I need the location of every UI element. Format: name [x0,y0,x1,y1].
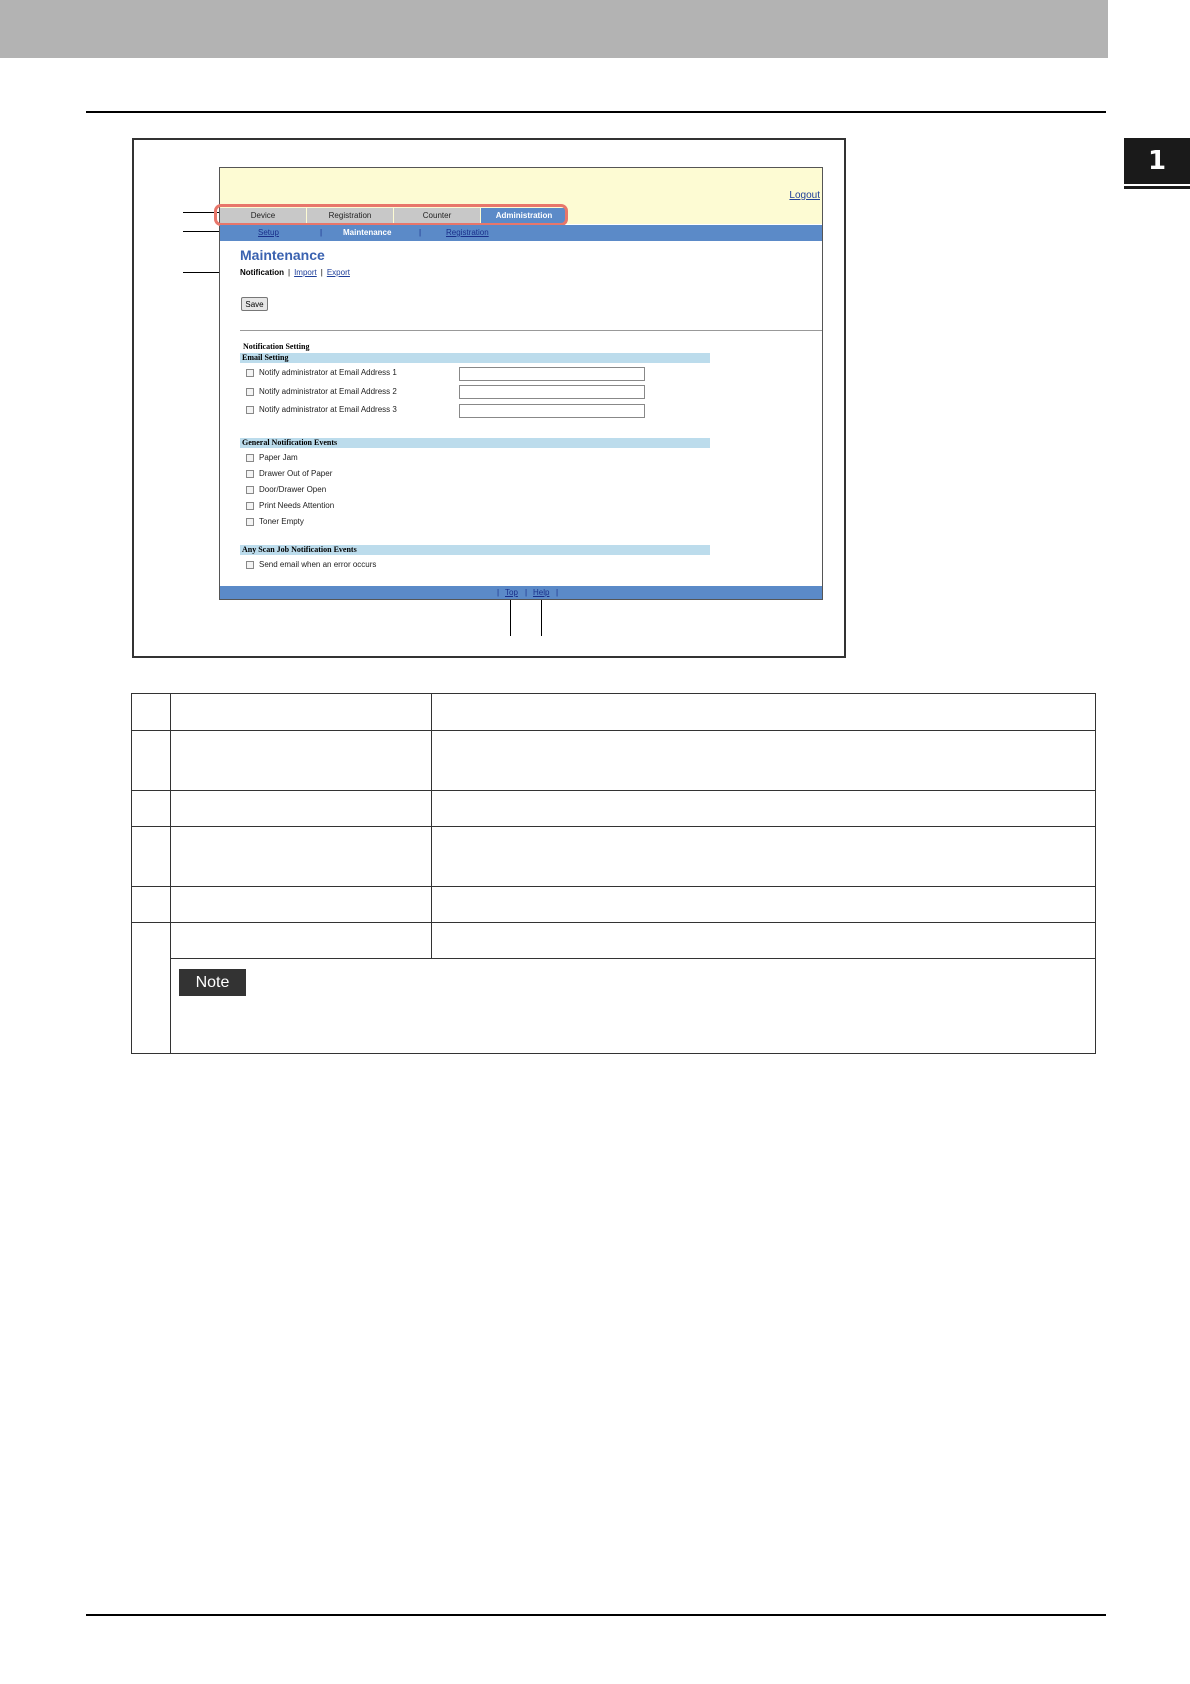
footer-top-link[interactable]: Top [505,588,518,597]
sub-tabs [240,268,350,277]
tab-administration[interactable]: Administration [481,208,567,223]
tab-registration[interactable]: Registration [307,208,393,223]
table-row-line [131,922,1096,923]
table-row-line [131,886,1096,887]
scan-error-label: Send email when an error occurs [259,560,377,569]
email-1-input[interactable] [459,367,645,381]
subnav-maintenance[interactable]: Maintenance [343,228,392,237]
subnav-separator: | [419,228,422,237]
subtab-notification[interactable]: Notification [240,268,284,277]
logout-link[interactable]: Logout [789,190,820,201]
paper-jam-label: Paper Jam [259,453,298,462]
tab-counter[interactable]: Counter [394,208,480,223]
email-2-label: Notify administrator at Email Address 2 [259,387,397,396]
chapter-tab [1124,138,1190,184]
description-table [131,693,1096,1054]
event-row-print-attention [246,501,334,510]
door-open-label: Door/Drawer Open [259,485,327,494]
table-row-line [131,730,1096,731]
email-row-3 [246,405,397,414]
subnav-separator: | [320,228,323,237]
top-rule [86,111,1106,113]
subtab-export[interactable]: Export [326,268,350,277]
toner-empty-label: Toner Empty [259,517,304,526]
tab-device[interactable]: Device [220,208,306,223]
email-2-checkbox[interactable] [246,388,254,396]
email-1-checkbox[interactable] [246,369,254,377]
subtab-separator: | [320,268,323,277]
app-footer [220,586,822,599]
table-row-line [131,790,1096,791]
table-row-line [131,826,1096,827]
table-row-line [170,958,1096,959]
footer-separator: | [497,588,500,597]
email-setting-bar: Email Setting [240,353,710,363]
bottom-rule [86,1614,1106,1616]
app-window [219,167,823,600]
door-open-checkbox[interactable] [246,486,254,494]
event-row-door-open [246,485,326,494]
drawer-out-label: Drawer Out of Paper [259,469,333,478]
callout-leader-top [510,600,511,636]
email-row-2 [246,387,397,396]
tabs-highlight-outline [214,204,568,226]
event-row-paper-jam [246,453,298,462]
print-attention-label: Print Needs Attention [259,501,335,510]
page-header-band [0,0,1108,58]
email-row-1 [246,368,397,377]
notification-setting-heading: Notification Setting [243,342,310,351]
subnav-setup[interactable]: Setup [258,228,279,237]
email-3-checkbox[interactable] [246,406,254,414]
table-col-line [170,693,171,1054]
paper-jam-checkbox[interactable] [246,454,254,462]
subtab-separator: | [288,268,291,277]
divider [240,330,822,331]
scan-events-bar: Any Scan Job Notification Events [240,545,710,555]
scan-event-row [246,560,376,569]
general-events-bar: General Notification Events [240,438,710,448]
subtab-import[interactable]: Import [294,268,317,277]
callout-leader-help [541,600,542,636]
footer-separator: | [525,588,528,597]
scan-error-checkbox[interactable] [246,561,254,569]
print-attention-checkbox[interactable] [246,502,254,510]
footer-help-link[interactable]: Help [533,588,550,597]
save-button[interactable]: Save [241,297,268,311]
drawer-out-checkbox[interactable] [246,470,254,478]
sub-navigation [220,225,822,241]
event-row-drawer-out [246,469,332,478]
chapter-tab-underline [1124,186,1190,189]
subnav-registration[interactable]: Registration [446,228,489,237]
chapter-number: 1 [1147,146,1167,176]
page-title: Maintenance [240,247,325,263]
email-1-label: Notify administrator at Email Address 1 [259,368,397,377]
email-2-input[interactable] [459,385,645,399]
toner-empty-checkbox[interactable] [246,518,254,526]
footer-separator: | [556,588,559,597]
email-3-input[interactable] [459,404,645,418]
event-row-toner-empty [246,517,304,526]
note-badge: Note [179,969,246,996]
email-3-label: Notify administrator at Email Address 3 [259,405,397,414]
